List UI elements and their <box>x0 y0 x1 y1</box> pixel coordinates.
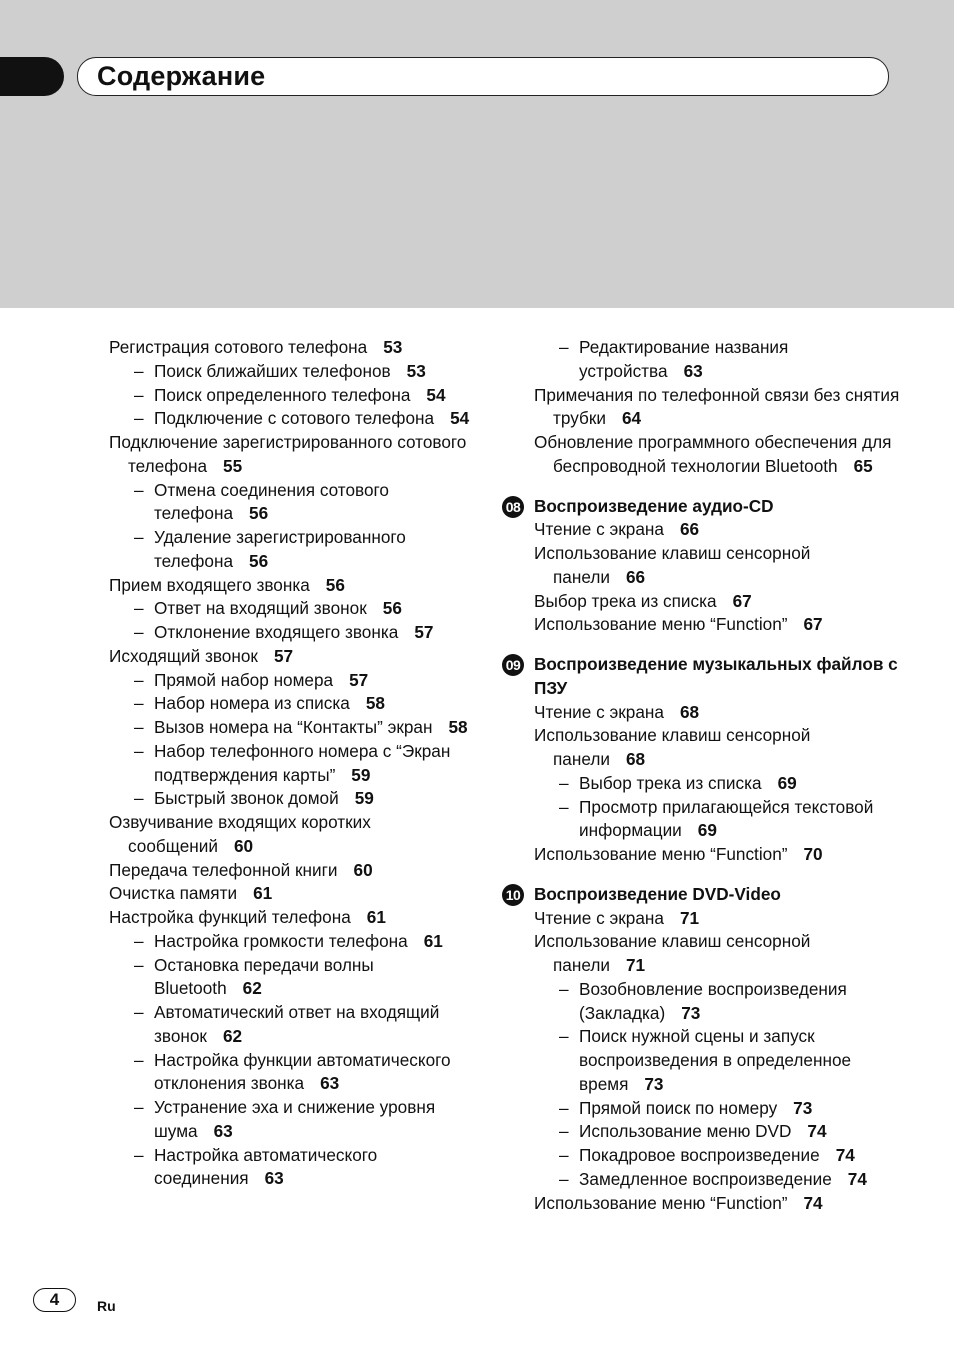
toc-entry[interactable]: Использование меню “Function” 70 <box>534 844 823 864</box>
chapter-08-badge: 08 <box>502 496 524 518</box>
toc-subentry[interactable]: – Выбор трека из списка 69 <box>559 772 797 793</box>
toc-entry[interactable]: Использование клавиш сенсорной панели 68 <box>534 725 811 769</box>
language-label: Ru <box>97 1298 116 1314</box>
toc-subentry[interactable]: – Ответ на входящий звонок 56 <box>134 598 402 619</box>
toc-subentry[interactable]: – Удаление зарегистрированного телефона 56 <box>134 527 406 571</box>
chapter-09-badge: 09 <box>502 654 524 676</box>
toc-entry[interactable]: Озвучивание входящих коротких сообщений 60 <box>109 812 371 856</box>
toc-entry[interactable]: Использование меню “Function” 67 <box>534 614 823 635</box>
toc-entry[interactable]: Использование клавиш сенсорной панели 71 <box>534 931 811 975</box>
toc-entry[interactable]: Исходящий звонок 57 <box>109 645 294 666</box>
toc-subentry[interactable]: – Просмотр прилагающейся текстовой информации 69 <box>559 796 874 841</box>
toc-subentry[interactable]: – Прямой поиск по номеру 73 <box>559 1097 813 1118</box>
toc-subentry[interactable]: – Настройка громкости телефона 61 <box>134 930 443 951</box>
toc-subentry[interactable]: – Устранение эха и снижение уровня шума 63 <box>134 1097 436 1141</box>
toc-subentry[interactable]: – Редактирование названия устройства 63 <box>559 337 789 381</box>
toc-entry[interactable]: Обновление программного обеспечения для беспроводной технологии Bluetooth 65 <box>534 432 892 476</box>
toc-subentry[interactable]: – Возобновление воспроизведения (Закладка) 73 <box>559 978 847 1023</box>
toc-entry[interactable]: Использование клавиш сенсорной панели 66 <box>534 543 811 587</box>
toc-subentry[interactable]: – Использование меню DVD 74 <box>559 1121 827 1142</box>
toc-subentry[interactable]: – Покадровое воспроизведение 74 <box>559 1145 855 1165</box>
toc-subentry[interactable]: – Настройка функции автоматического отклонения звонка 63 <box>134 1049 451 1094</box>
chapter-tab <box>0 57 64 96</box>
section-heading-08[interactable]: 08 Воспроизведение аудио-CD <box>534 495 904 519</box>
chapter-10-badge: 10 <box>502 884 524 906</box>
toc-subentry[interactable]: – Набор телефонного номера с “Экран подтверждения карты” 59 <box>134 740 451 785</box>
toc-entry[interactable]: Чтение с экрана 66 <box>534 519 700 540</box>
toc-subentry[interactable]: – Остановка передачи волны Bluetooth 62 <box>134 954 374 999</box>
toc-entry[interactable]: Чтение с экрана 71 <box>534 907 700 928</box>
toc-subentry[interactable]: – Отклонение входящего звонка 57 <box>134 622 434 642</box>
toc-entry[interactable]: Выбор трека из списка 67 <box>534 590 752 611</box>
toc-entry[interactable]: Настройка функций телефона 61 <box>109 907 386 927</box>
toc-subentry[interactable]: – Быстрый звонок домой 59 <box>134 788 374 809</box>
toc-subentry[interactable]: – Настройка автоматического соединения 63 <box>134 1144 378 1189</box>
toc-entry[interactable]: Очистка памяти 61 <box>109 883 273 904</box>
header-band <box>0 0 954 308</box>
toc-entry[interactable]: Чтение с экрана 68 <box>534 701 700 722</box>
toc-entry[interactable]: Использование меню “Function” 74 <box>534 1192 823 1213</box>
toc-subentry[interactable]: – Поиск определенного телефона 54 <box>134 384 446 405</box>
toc-left-column <box>109 336 479 1191</box>
page-title: Содержание <box>97 61 266 91</box>
toc-subentry[interactable]: – Прямой набор номера 57 <box>134 669 369 690</box>
toc-right-column <box>505 336 904 1215</box>
toc-subentry[interactable]: – Вызов номера на “Контакты” экран 58 <box>134 717 468 737</box>
toc-entry[interactable]: Примечания по телефонной связи без снятия трубки 64 <box>534 384 900 429</box>
toc-entry[interactable]: Подключение зарегистрированного сотового телефона 55 <box>109 432 467 476</box>
section-heading-10[interactable]: 10 Воспроизведение DVD-Video <box>534 883 904 907</box>
toc-entry[interactable]: Прием входящего звонка 56 <box>109 574 345 595</box>
toc-subentry[interactable]: – Поиск нужной сцены и запуск воспроизведения в определенное время 73 <box>559 1026 852 1094</box>
toc-subentry[interactable]: – Подключение с сотового телефона 54 <box>134 408 470 429</box>
section-heading-09[interactable]: 09 Воспроизведение музыкальных файлов с ПЗУ <box>534 653 904 701</box>
toc-subentry[interactable]: – Отмена соединения сотового телефона 56 <box>134 479 389 524</box>
toc-subentry[interactable]: – Замедленное воспроизведение 74 <box>559 1168 867 1189</box>
page-number: 4 <box>33 1288 76 1312</box>
toc-subentry[interactable]: – Автоматический ответ на входящий звонок 62 <box>134 1002 440 1046</box>
toc-entry[interactable]: Регистрация сотового телефона 53 <box>109 337 403 357</box>
toc-subentry[interactable]: – Набор номера из списка 58 <box>134 693 385 714</box>
toc-entry[interactable]: Передача телефонной книги 60 <box>109 859 373 880</box>
toc-subentry[interactable]: – Поиск ближайших телефонов 53 <box>134 360 426 381</box>
